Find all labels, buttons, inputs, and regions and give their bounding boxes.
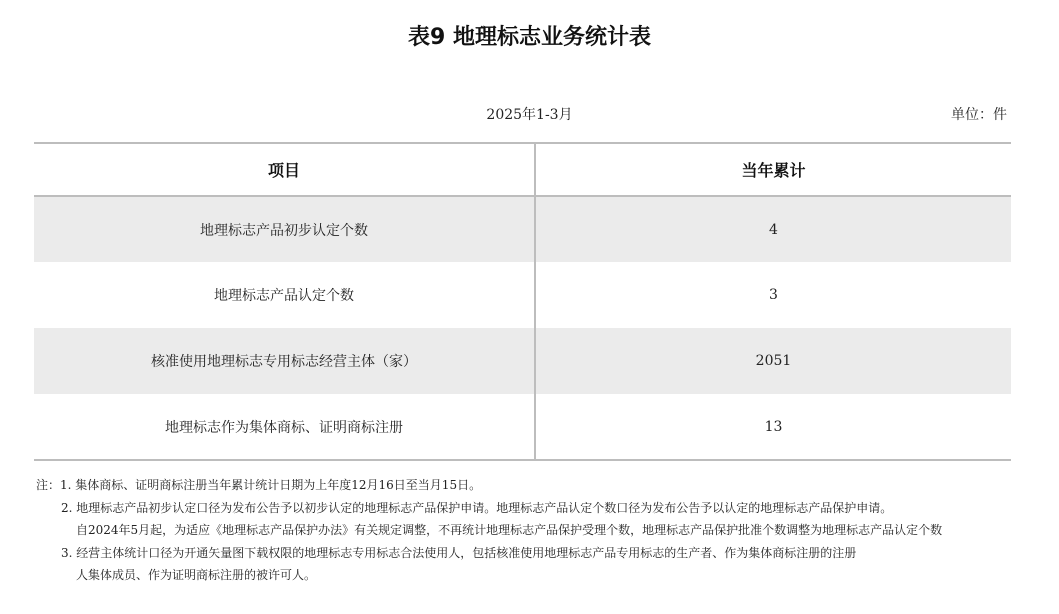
page-title: 表9 地理标志业务统计表 [408,25,651,50]
footnote-2: 2. 地理标志产品初步认定口径为发布公告予以初步认定的地理标志产品保护申请。地理标志产品认定个数口径为发布公告予以认定的地理标志产品保护申请。 [61,500,893,515]
table-header-row [34,143,1011,196]
unit-label: 单位：件 [951,107,1007,123]
table-row [34,262,1011,328]
table-row [34,394,1011,460]
footnote-3-continued: 人集体成员、作为证明商标注册的被许可人。 [76,568,317,583]
row-item-label: 地理标志作为集体商标、证明商标注册 [34,394,535,460]
row-value: 3 [769,287,778,303]
row-item-label: 核准使用地理标志专用标志经营主体（家） [34,328,535,394]
footnotes [36,474,1036,587]
footnote-3: 3. 经营主体统计口径为开通矢量图下载权限的地理标志专用标志合法使用人，包括核准使用地理标志产品专用标志的生产者、作为集体商标注册的注册 [61,545,857,560]
row-item-label: 地理标志产品认定个数 [34,262,535,328]
row-item-label: 地理标志产品初步认定个数 [34,196,535,262]
column-header-item: 项目 [34,143,535,196]
row-value: 2051 [535,328,1011,394]
footnote-2-continued: 自2024年5月起，为适应《地理标志产品保护办法》有关规定调整，不再统计地理标志产品保护受理个数，地理标志产品保护批准个数调整为地理标志产品认定个数 [76,523,943,538]
row-value: 13 [535,394,1011,460]
table-row [34,196,1011,262]
period-label: 2025年1-3月 [486,107,573,123]
column-header-total: 当年累计 [535,143,1011,196]
row-value: 4 [535,196,1011,262]
statistics-table [34,142,1011,461]
table-row [34,328,1011,394]
footnote-1: 注：1. 集体商标、证明商标注册当年累计统计日期为上年度12月16日至当月15日。 [36,478,482,492]
